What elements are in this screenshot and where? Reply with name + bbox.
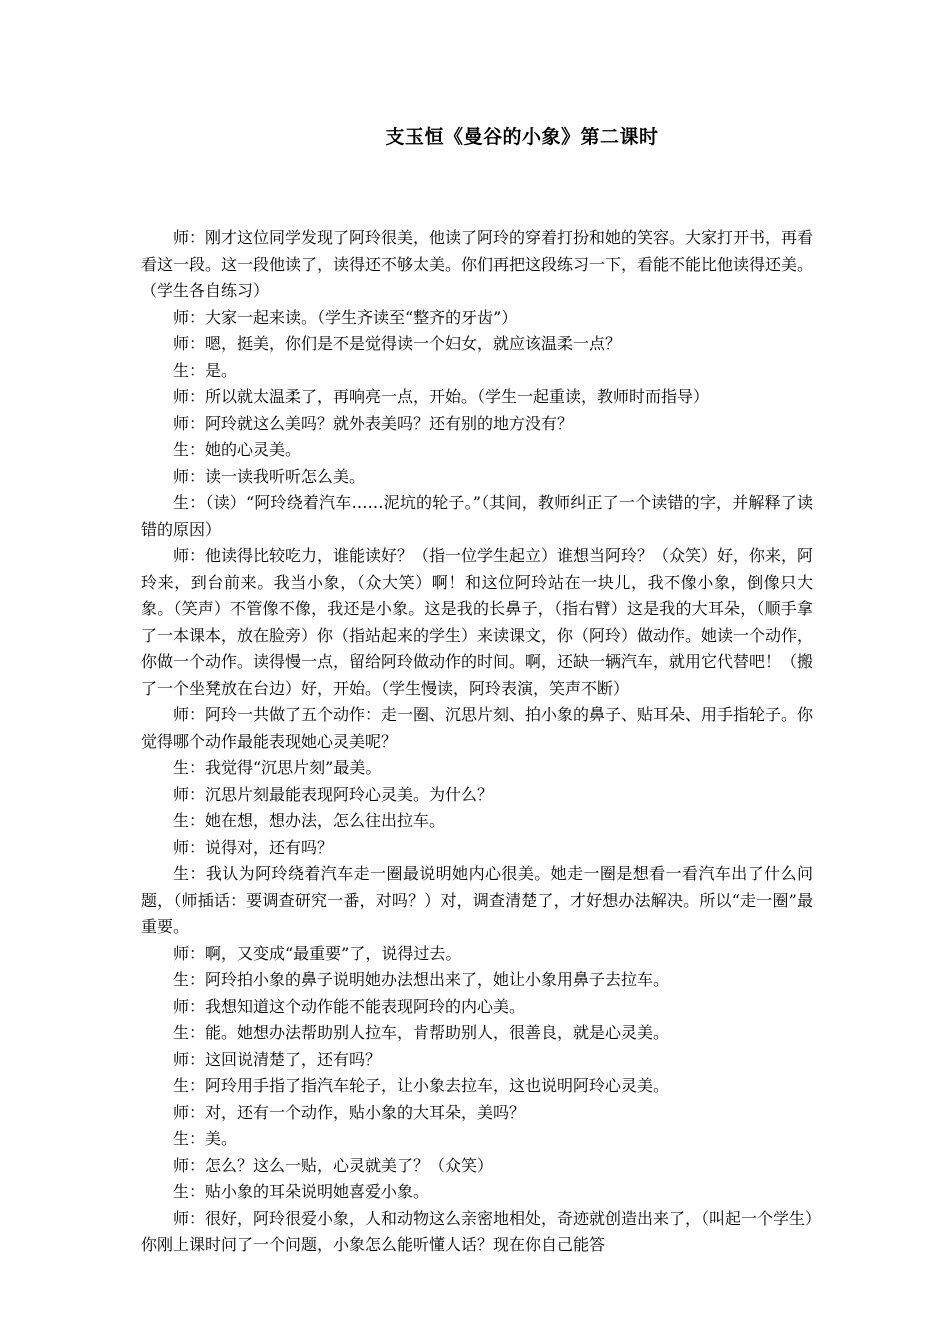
paragraph: 生：美。 [173, 1129, 238, 1148]
paragraph: 师：啊，又变成“最重要”了，说得过去。 [173, 943, 462, 963]
paragraph: 师：阿玲就这么美吗？就外表美吗？还有别的地方没有？ [173, 413, 574, 433]
paragraph: 师：说得对，还有吗？ [173, 837, 334, 857]
paragraph: 生：我觉得“沉思片刻”最美。 [173, 758, 382, 777]
paragraph: 生：我认为阿玲绕着汽车走一圈最说明她内心很美。她走一圈是想看一看汽车出了什么问题，（师插话：要调查研究一番，对吗？）对，调查清楚了，才好想办法解决。所以“走一圈”最重要。 [141, 864, 813, 936]
paragraph: 生：是。 [173, 360, 238, 380]
paragraph: 师：大家一起来读。（学生齐读至“整齐的牙齿”） [173, 307, 518, 327]
paragraph: 生：她在想，想办法，怎么往出拉车。 [173, 811, 446, 830]
paragraph: 师：他读得比较吃力，谁能读好？（指一位学生起立）谁想当阿玲？（众笑）好，你来，阿玲来，到台前来。我当小象，（众大笑）啊！和这位阿玲站在一块儿，我不像小象，倒像只大象。（笑声）不管像不像，我还是小象。这是我的长鼻子，（指右臂）这是我的大耳朵，（顺手拿了一本课本，放在脸旁）你（指站起来的学生）来读课文，你（阿玲）做动作。她读一个动作，你做一个动作。读得慢一点，留给阿玲做动作的时间。啊，还缺一辆汽车，就用它代替吧！（搬了一个坐凳放在台边）好，开始。（学生慢读，阿玲表演，笑声不断） [141, 546, 814, 698]
paragraph: 师：嗯，挺美，你们是不是觉得读一个妇女，就应该温柔一点？ [173, 334, 622, 353]
paragraph: 师：刚才这位同学发现了阿玲很美，他读了阿玲的穿着打扮和她的笑容。大家打开书，再看看这一段。这一段他读了，读得还不够太美。你们再把这段练习一下，看能不能比他读得还美。（学生各自练习） [141, 228, 814, 300]
paragraph: 师：怎么？这么一贴，心灵就美了？（众笑） [173, 1155, 494, 1175]
paragraph: 生：阿玲用手指了指汽车轮子，让小象去拉车，这也说明阿玲心灵美。 [173, 1076, 670, 1095]
paragraph: 生：阿玲拍小象的鼻子说明她办法想出来了，她让小象用鼻子去拉车。 [173, 970, 670, 989]
paragraph: 生：能。她想办法帮助别人拉车，肯帮助别人，很善良，就是心灵美。 [173, 1023, 670, 1042]
paragraph: 师：沉思片刻最能表现阿玲心灵美。为什么？ [173, 784, 494, 804]
paragraph: 生：（读）“阿玲绕着汽车……泥坑的轮子。”（其间，教师纠正了一个读错的字，并解释了读错的原因） [141, 493, 813, 539]
paragraph: 师：阿玲一共做了五个动作：走一圈、沉思片刻、拍小象的鼻子、贴耳朵、用手指轮子。你觉得哪个动作最能表现她心灵美呢？ [141, 705, 814, 751]
document-body [141, 225, 813, 1259]
paragraph: 生：贴小象的耳朵说明她喜爱小象。 [173, 1182, 430, 1201]
paragraph: 师：我想知道这个动作能不能表现阿玲的内心美。 [173, 996, 526, 1016]
paragraph: 生：她的心灵美。 [173, 440, 302, 459]
paragraph: 师：所以就太温柔了，再响亮一点，开始。（学生一起重读，教师时而指导） [173, 387, 710, 406]
paragraph: 师：对，还有一个动作，贴小象的大耳朵，美吗？ [173, 1102, 526, 1122]
paragraph: 师：读一读我听听怎么美。 [173, 466, 366, 486]
paragraph: 师：很好，阿玲很爱小象，人和动物这么亲密地相处，奇迹就创造出来了，（叫起一个学生）你刚上课时问了一个问题，小象怎么能听懂人话？现在你自己能答 [141, 1208, 814, 1254]
document-title: 支玉恒《曼谷的小象》第二课时 [385, 126, 659, 148]
paragraph: 师：这回说清楚了，还有吗？ [173, 1049, 382, 1069]
